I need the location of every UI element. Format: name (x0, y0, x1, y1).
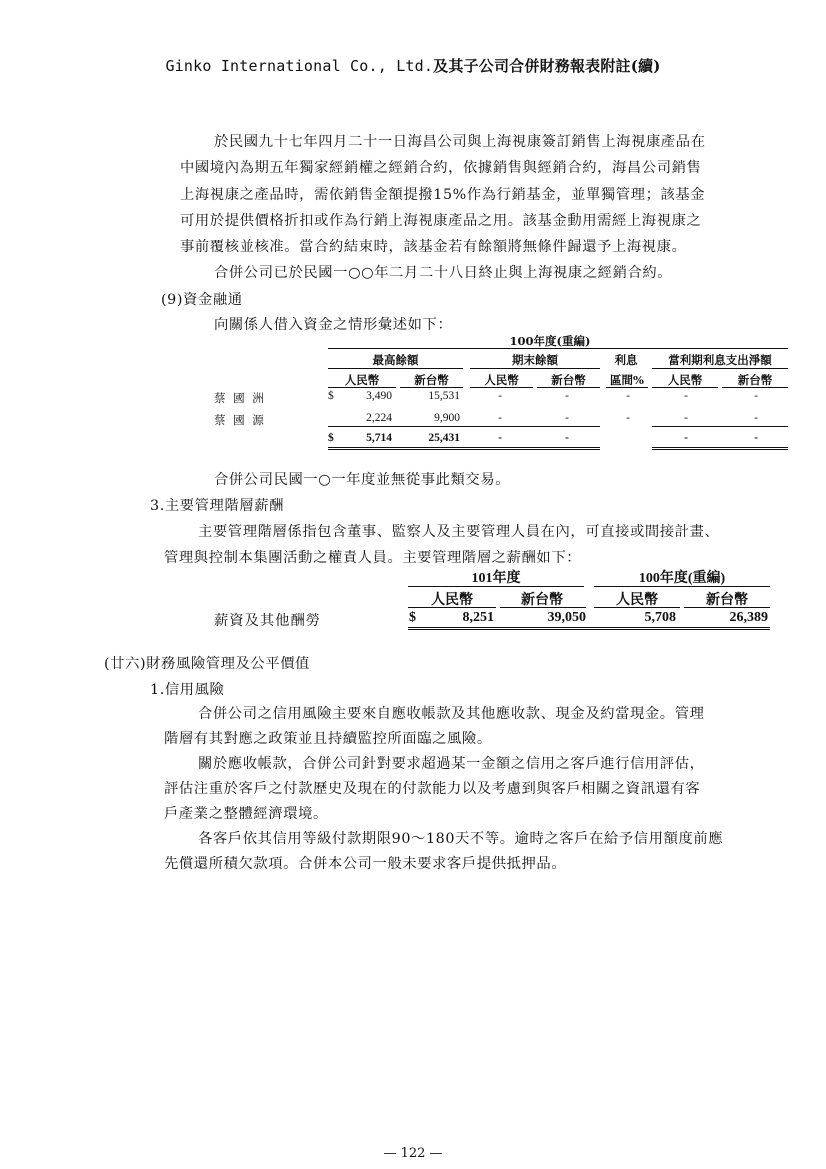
sub-header: 新台幣 (551, 373, 586, 387)
cell: - (754, 390, 758, 402)
intro-line-2: 中國境內為期五年獨家經銷權之經銷合約，依據銷售與經銷合約，海昌公司銷售 (180, 160, 702, 176)
financing-heading: (9)資金融通 (161, 292, 243, 308)
financing-year-header: 100年度(重編) (509, 334, 591, 348)
mgmt-sub-header: 人民幣 (431, 593, 473, 608)
mgmt-value: 26,389 (729, 610, 768, 625)
cell: - (626, 390, 630, 402)
rule (470, 387, 533, 388)
sub-header: 人民幣 (667, 373, 703, 387)
risk-line-1: 合併公司之信用風險主要來自應收帳款及其他應收款、現金及約當現金。管理 (198, 706, 705, 722)
double-rule (408, 627, 770, 628)
rule (606, 387, 648, 388)
col-group-max-balance: 最高餘額 (372, 353, 419, 367)
rule (328, 387, 396, 388)
cell: 15,531 (428, 390, 460, 402)
intro-line-4: 可用於提供價格折扣或作為行銷上海視康產品之用。該基金動用需經上海視康之 (180, 213, 702, 229)
risk-line-4: 評估注重於客戶之付款歷史及現在的付款能力以及考慮到與客戶相關之資訊還有客 (164, 781, 701, 797)
sub-header: 新台幣 (414, 373, 449, 387)
rule (652, 368, 788, 369)
rule (408, 607, 496, 608)
rule (328, 348, 788, 349)
page-number: — 122 — (383, 1146, 443, 1161)
rule (400, 387, 463, 388)
total-currency: $ (328, 432, 334, 444)
cell: - (498, 390, 502, 402)
cell: - (684, 412, 688, 424)
rule (684, 607, 770, 608)
total-cell: 25,431 (428, 432, 460, 444)
rule (328, 426, 600, 427)
financing-note: 合併公司民國一○一年度並無從事此類交易。 (214, 472, 511, 488)
double-rule (328, 447, 600, 448)
double-rule (652, 449, 788, 450)
rule (594, 586, 770, 587)
risk-line-6: 各客戶依其信用等級付款期限90～180天不等。逾時之客戶在給予信用額度前應 (198, 831, 724, 847)
rule (652, 426, 788, 427)
rule (652, 387, 718, 388)
col-group-interest: 利息 (614, 353, 638, 367)
rule (408, 586, 584, 587)
col-group-interest-expense: 當利期利息支出淨額 (668, 353, 772, 367)
intro-line-6: 合併公司已於民國一○○年二月二十八日終止與上海視康之經銷合約。 (214, 265, 673, 281)
page-header (0, 55, 826, 76)
cell: - (565, 412, 569, 424)
currency-symbol: $ (328, 390, 334, 402)
mgmt-sub-header: 新台幣 (706, 593, 748, 608)
cell: - (684, 390, 688, 402)
risk-line-5: 戶產業之整體經濟環境。 (164, 806, 328, 822)
rule (470, 368, 600, 369)
risk-line-2: 階層有其對應之政策並且持續監控所面臨之風險。 (164, 731, 492, 747)
cell: 3,490 (366, 390, 392, 402)
financing-desc: 向關係人借入資金之情形彙述如下： (214, 317, 453, 333)
total-cell: - (684, 432, 688, 444)
intro-line-3: 上海視康之產品時，需依銷售金額提撥15%作為行銷基金，並單獨管理；該基金 (180, 187, 706, 203)
total-cell: - (754, 432, 758, 444)
risk-subheading: 1.信用風險 (150, 682, 225, 698)
intro-line-1: 於民國九十七年四月二十一日海昌公司與上海視康簽訂銷售上海視康產品在 (214, 134, 706, 150)
mgmt-value: 39,050 (547, 610, 586, 625)
mgmt-value: 5,708 (644, 610, 676, 625)
sub-header: 人民幣 (484, 373, 519, 387)
cell: - (626, 412, 630, 424)
row-label: 蔡 國 洲 (214, 391, 266, 405)
header-suffix: 及其子公司合併財務報表附註(續) (433, 57, 661, 75)
rule (328, 368, 463, 369)
sub-header: 區間% (610, 373, 644, 387)
mgmt-sub-header: 新台幣 (521, 593, 563, 608)
company-name-en: Ginko International Co., Ltd. (165, 57, 434, 75)
cell: 2,224 (366, 412, 392, 424)
risk-line-3: 關於應收帳款，合併公司針對要求超過某一金額之信用之客戶進行信用評估， (198, 756, 705, 772)
rule (722, 387, 788, 388)
mgmt-year-2: 100年度(重編) (638, 571, 726, 586)
cell: 9,900 (434, 412, 460, 424)
col-group-end-balance: 期末餘額 (512, 353, 558, 367)
total-cell: - (498, 432, 502, 444)
sub-header: 新台幣 (737, 373, 773, 387)
row-label: 蔡 國 源 (214, 413, 266, 427)
intro-line-5: 事前覆核並核准。當合約結束時，該基金若有餘額將無條件歸還予上海視康。 (180, 239, 687, 255)
double-rule (328, 449, 600, 450)
double-rule (652, 447, 788, 448)
mgmt-line-1: 主要管理階層係指包含董事、監察人及主要管理人員在內，可直接或間接計畫、 (198, 524, 720, 540)
mgmt-line-2: 管理與控制本集團活動之權責人員。主要管理階層之薪酬如下： (164, 550, 582, 566)
mgmt-row-label: 薪資及其他酬勞 (214, 613, 322, 629)
total-cell: - (565, 432, 569, 444)
risk-heading: (廿六)財務風險管理及公平價值 (104, 656, 311, 672)
cell: - (498, 412, 502, 424)
mgmt-heading: 3.主要管理階層薪酬 (150, 498, 285, 514)
mgmt-value: 8,251 (462, 610, 494, 625)
sub-header: 人民幣 (344, 373, 380, 387)
cell: - (754, 412, 758, 424)
mgmt-sub-header: 人民幣 (616, 593, 658, 608)
mgmt-year-1: 101年度 (471, 571, 521, 586)
rule (537, 387, 600, 388)
rule (594, 607, 680, 608)
cell: - (565, 390, 569, 402)
mgmt-currency: $ (409, 610, 416, 625)
double-rule (408, 629, 770, 630)
risk-line-7: 先償還所積欠款項。合併本公司一般未要求客戶提供抵押品。 (164, 856, 567, 872)
rule (500, 607, 586, 608)
total-cell: 5,714 (366, 432, 392, 444)
